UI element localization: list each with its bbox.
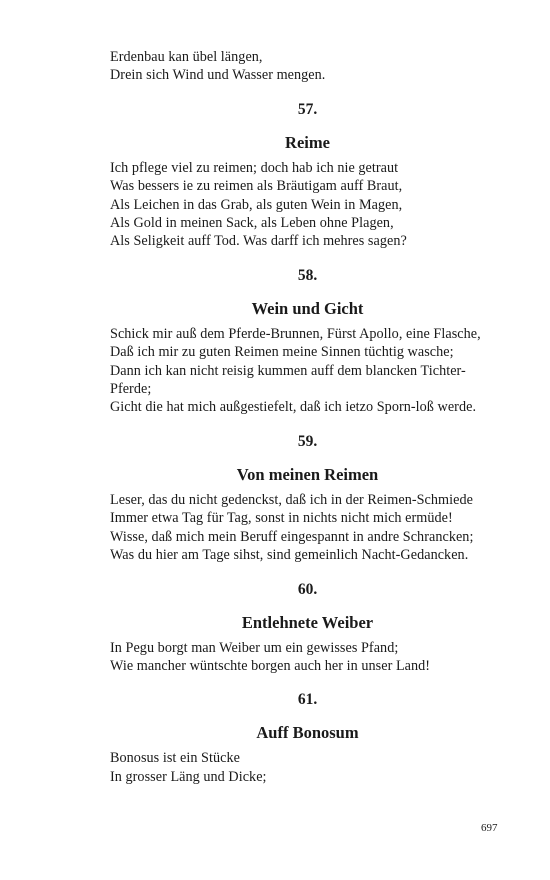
verse-line: Als Leichen in das Grab, als guten Wein in Magen, bbox=[110, 196, 403, 213]
poem-text bbox=[110, 491, 510, 565]
verse-line: Was bessers ie zu reimen als Bräutigam auff Braut, bbox=[110, 178, 403, 195]
poem-61 bbox=[110, 691, 510, 786]
poem-text bbox=[110, 159, 510, 251]
verse-line: Schick mir auß dem Pferde-Brunnen, Fürst Apollo, eine Flasche, bbox=[110, 325, 481, 342]
verse-line: In Pegu borgt man Weiber um ein gewisses Pfand; bbox=[110, 639, 399, 656]
poem-text bbox=[110, 325, 510, 417]
poem-title: Auff Bonosum bbox=[256, 723, 359, 743]
verse-line: Erdenbau kan übel längen, bbox=[110, 49, 263, 65]
verse-line: Pferde; bbox=[110, 381, 152, 398]
poem-number: 59. bbox=[297, 432, 318, 450]
top-fragment bbox=[110, 48, 510, 85]
verse-line: Als Seligkeit auff Tod. Was darff ich mehres sagen? bbox=[110, 233, 407, 250]
verse-line: Gicht die hat mich außgestiefelt, daß ich ietzo Sporn-loß werde. bbox=[110, 399, 477, 416]
page-number: 697 bbox=[481, 822, 498, 834]
poem-text bbox=[110, 639, 510, 676]
verse-line: In grosser Läng und Dicke; bbox=[110, 768, 267, 785]
poem-title: Reime bbox=[285, 132, 330, 152]
verse-line: Immer etwa Tag für Tag, sonst in nichts nicht mich ermüde! bbox=[110, 510, 453, 527]
poem-60 bbox=[110, 581, 510, 676]
poem-57 bbox=[110, 101, 510, 251]
verse-line: Bonosus ist ein Stücke bbox=[110, 750, 240, 767]
poem-number: 60. bbox=[297, 580, 318, 598]
poem-text bbox=[110, 749, 510, 786]
poem-59 bbox=[110, 433, 510, 565]
verse-line: Als Gold in meinen Sack, als Leben ohne Plagen, bbox=[110, 215, 394, 232]
poem-number: 61. bbox=[297, 691, 318, 709]
poem-title: Wein und Gicht bbox=[251, 298, 364, 318]
poem-title: Entlehnete Weiber bbox=[241, 612, 374, 632]
poem-title: Von meinen Reimen bbox=[236, 464, 379, 484]
verse-line: Was du hier am Tage sihst, sind gemeinlich Nacht-Gedancken. bbox=[110, 547, 469, 564]
verse-line: Wie mancher wüntschte borgen auch her in unser Land! bbox=[110, 657, 431, 674]
poem-number: 57. bbox=[297, 100, 318, 118]
poem-58 bbox=[110, 267, 510, 417]
verse-line: Leser, das du nicht gedenckst, daß ich in der Reimen-Schmiede bbox=[110, 491, 473, 508]
poem-number: 58. bbox=[297, 266, 318, 284]
page-body bbox=[110, 48, 510, 786]
verse-line: Daß ich mir zu guten Reimen meine Sinnen tüchtig wasche; bbox=[110, 344, 454, 361]
verse-line: Wisse, daß mich mein Beruff eingespannt in andre Schrancken; bbox=[110, 528, 474, 545]
verse-line: Dann ich kan nicht reisig kummen auff dem blancken Tichter- bbox=[110, 362, 466, 379]
verse-line: Drein sich Wind und Wasser mengen. bbox=[110, 67, 326, 84]
verse-line: Ich pflege viel zu reimen; doch hab ich nie getraut bbox=[110, 159, 399, 176]
